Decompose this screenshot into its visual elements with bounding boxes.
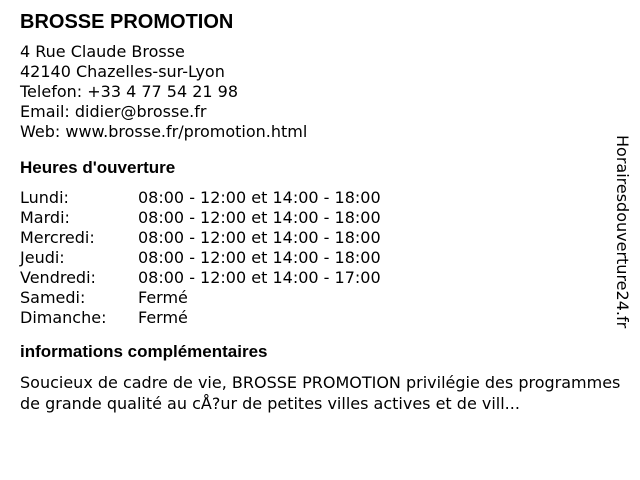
hours-row-vendredi: [20, 268, 610, 288]
address-street: 4 Rue Claude Brosse: [20, 42, 185, 61]
hours-row-lundi: [20, 188, 610, 208]
hours-row-mardi: [20, 208, 610, 228]
hours-time: Fermé: [138, 288, 188, 307]
hours-time: Fermé: [138, 308, 188, 327]
hours-day: Jeudi:: [20, 248, 65, 267]
phone-line: Telefon: +33 4 77 54 21 98: [20, 82, 239, 101]
hours-time: 08:00 - 12:00 et 14:00 - 18:00: [138, 228, 381, 247]
hours-row-jeudi: [20, 248, 610, 268]
hours-row-samedi: [20, 288, 610, 308]
business-name: BROSSE PROMOTION: [20, 11, 234, 33]
web-line: Web: www.brosse.fr/promotion.html: [20, 122, 308, 141]
hours-heading: Heures d'ouverture: [20, 158, 176, 177]
hours-day: Dimanche:: [20, 308, 107, 327]
hours-row-mercredi: [20, 228, 610, 248]
hours-day: Mardi:: [20, 208, 70, 227]
business-card: [20, 10, 621, 414]
hours-time: 08:00 - 12:00 et 14:00 - 18:00: [138, 188, 381, 207]
hours-time: 08:00 - 12:00 et 14:00 - 17:00: [138, 268, 381, 287]
hours-day: Samedi:: [20, 288, 86, 307]
hours-day: Vendredi:: [20, 268, 96, 287]
info-heading: informations complémentaires: [20, 342, 268, 361]
hours-day: Mercredi:: [20, 228, 95, 247]
hours-time: 08:00 - 12:00 et 14:00 - 18:00: [138, 208, 381, 227]
hours-table: [20, 188, 610, 328]
contact-block: [20, 42, 610, 142]
hours-time: 08:00 - 12:00 et 14:00 - 18:00: [138, 248, 381, 267]
hours-day: Lundi:: [20, 188, 69, 207]
side-brand-watermark: Horairesdouverture24.fr: [613, 135, 632, 329]
hours-row-dimanche: [20, 308, 610, 328]
address-city: 42140 Chazelles-sur-Lyon: [20, 62, 225, 81]
info-text: Soucieux de cadre de vie, BROSSE PROMOTION privilégie des programmes de grande qualité au cÅ?ur de petites villes actives et de vill...: [20, 373, 621, 413]
email-line: Email: didier@brosse.fr: [20, 102, 207, 121]
